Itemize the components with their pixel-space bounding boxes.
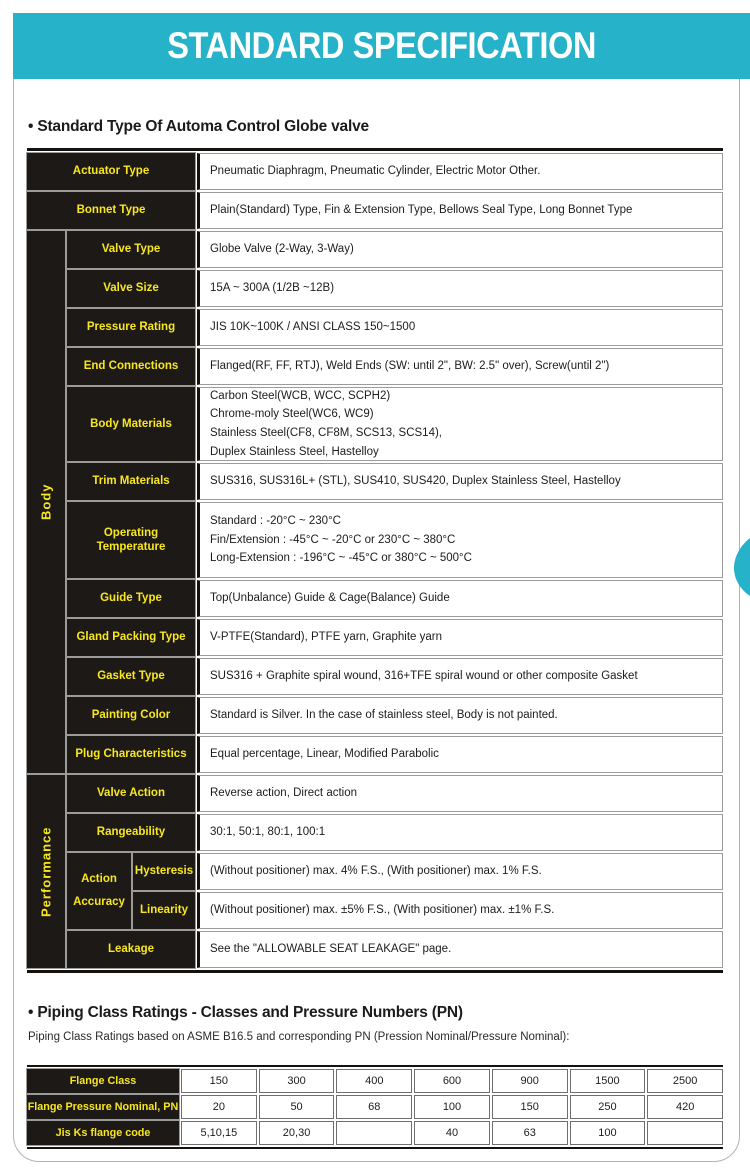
body-materials-line: Stainless Steel(CF8, CF8M, SCS13, SCS14), [210, 427, 442, 439]
spec-value-rangeability: 30:1, 50:1, 80:1, 100:1 [197, 814, 723, 851]
spec-label-valve-size: Valve Size [67, 270, 195, 307]
spec-label-painting-color: Painting Color [67, 697, 195, 734]
piping-cell: 600 [414, 1069, 490, 1093]
piping-cell: 100 [570, 1121, 646, 1145]
action-accuracy-line: Accuracy [73, 896, 125, 908]
piping-cell [336, 1121, 412, 1145]
piping-section-subtitle: Piping Class Ratings based on ASME B16.5 and corresponding PN (Pression Nominal/Pressure Nominal): [28, 1031, 570, 1043]
spec-label-trim-materials: Trim Materials [67, 463, 195, 500]
spec-label-hysteresis: Hysteresis [133, 853, 195, 890]
piping-cell: 400 [336, 1069, 412, 1093]
spec-value-gland-packing-type: V-PTFE(Standard), PTFE yarn, Graphite yarn [197, 619, 723, 656]
piping-cell: 63 [492, 1121, 568, 1145]
spec-label-gland-packing-type: Gland Packing Type [67, 619, 195, 656]
piping-cell: 2500 [647, 1069, 723, 1093]
title-band [13, 13, 750, 79]
spec-value-valve-size: 15A ~ 300A (1/2B ~12B) [197, 270, 723, 307]
spec-label-plug-characteristics: Plug Characteristics [67, 736, 195, 773]
piping-cell: 20,30 [259, 1121, 335, 1145]
spec-section-heading: • Standard Type Of Automa Control Globe valve [28, 118, 369, 135]
spec-value-valve-action: Reverse action, Direct action [197, 775, 723, 812]
operating-temperature-line: Fin/Extension : -45°C ~ -20°C or 230°C ~ 380°C [210, 533, 456, 546]
spec-label-guide-type: Guide Type [67, 580, 195, 617]
action-accuracy-line: Action [81, 873, 117, 885]
piping-table [27, 1065, 723, 1149]
spec-value-painting-color: Standard is Silver. In the case of stainless steel, Body is not painted. [197, 697, 723, 734]
spec-value-pressure-rating: JIS 10K~100K / ANSI CLASS 150~1500 [197, 309, 723, 346]
spec-value-gasket-type: SUS316 + Graphite spiral wound, 316+TFE spiral wound or other composite Gasket [197, 658, 723, 695]
spec-value-actuator-type: Pneumatic Diaphragm, Pneumatic Cylinder, Electric Motor Other. [197, 153, 723, 190]
operating-temperature-line: Long-Extension : -196°C ~ -45°C or 380°C ~ 500°C [210, 552, 472, 565]
spec-label-rangeability: Rangeability [67, 814, 195, 851]
body-materials-line: Carbon Steel(WCB, WCC, SCPH2) [210, 389, 391, 402]
spec-label-leakage: Leakage [67, 931, 195, 968]
piping-row-label: Jis Ks flange code [27, 1121, 179, 1145]
body-materials-line: Chrome-moly Steel(WC6, WC9) [210, 408, 374, 421]
spec-value-bonnet-type: Plain(Standard) Type, Fin & Extension Type, Bellows Seal Type, Long Bonnet Type [197, 192, 723, 229]
operating-temperature-line: Standard : -20°C ~ 230°C [210, 515, 341, 528]
spec-label-valve-action: Valve Action [67, 775, 195, 812]
spec-group-performance: Performance [27, 775, 65, 968]
spec-label-valve-type: Valve Type [67, 231, 195, 268]
page-title: STANDARD SPECIFICATION [167, 25, 596, 66]
spec-label-pressure-rating: Pressure Rating [67, 309, 195, 346]
spec-group-body: Body [27, 231, 65, 773]
piping-cell: 150 [492, 1095, 568, 1119]
piping-cell: 900 [492, 1069, 568, 1093]
spec-value-body-materials [197, 387, 723, 461]
spec-value-hysteresis: (Without positioner) max. 4% F.S., (With positioner) max. 1% F.S. [197, 853, 723, 890]
piping-cell: 100 [414, 1095, 490, 1119]
piping-cell: 50 [259, 1095, 335, 1119]
spec-table [27, 148, 723, 973]
piping-cell: 20 [181, 1095, 257, 1119]
piping-cell: 420 [647, 1095, 723, 1119]
piping-cell: 68 [336, 1095, 412, 1119]
piping-section-heading: • Piping Class Ratings - Classes and Pressure Numbers (PN) [28, 1004, 463, 1021]
spec-label-actuator-type: Actuator Type [27, 153, 195, 190]
piping-cell: 5,10,15 [181, 1121, 257, 1145]
spec-label-linearity: Linearity [133, 892, 195, 929]
piping-row-label: Flange Class [27, 1069, 179, 1093]
body-materials-line: Duplex Stainless Steel, Hastelloy [210, 445, 379, 458]
spec-label-bonnet-type: Bonnet Type [27, 192, 195, 229]
piping-cell: 300 [259, 1069, 335, 1093]
spec-value-operating-temperature [197, 502, 723, 578]
spec-value-end-connections: Flanged(RF, FF, RTJ), Weld Ends (SW: until 2", BW: 2.5" over), Screw(until 2") [197, 348, 723, 385]
piping-row-label: Flange Pressure Nominal, PN [27, 1095, 179, 1119]
spec-label-gasket-type: Gasket Type [67, 658, 195, 695]
page-tab-marker-icon [734, 538, 750, 596]
piping-cell: 150 [181, 1069, 257, 1093]
piping-cell [647, 1121, 723, 1145]
piping-cell: 40 [414, 1121, 490, 1145]
spec-label-operating-temperature: Operating Temperature [67, 502, 195, 578]
spec-value-guide-type: Top(Unbalance) Guide & Cage(Balance) Guide [197, 580, 723, 617]
spec-label-end-connections: End Connections [67, 348, 195, 385]
spec-value-linearity: (Without positioner) max. ±5% F.S., (With positioner) max. ±1% F.S. [197, 892, 723, 929]
spec-value-trim-materials: SUS316, SUS316L+ (STL), SUS410, SUS420, Duplex Stainless Steel, Hastelloy [197, 463, 723, 500]
spec-label-body-materials: Body Materials [67, 387, 195, 461]
spec-value-plug-characteristics: Equal percentage, Linear, Modified Parabolic [197, 736, 723, 773]
spec-value-leakage: See the "ALLOWABLE SEAT LEAKAGE" page. [197, 931, 723, 968]
spec-label-action-accuracy [67, 853, 131, 929]
piping-cell: 250 [570, 1095, 646, 1119]
piping-cell: 1500 [570, 1069, 646, 1093]
spec-value-valve-type: Globe Valve (2-Way, 3-Way) [197, 231, 723, 268]
